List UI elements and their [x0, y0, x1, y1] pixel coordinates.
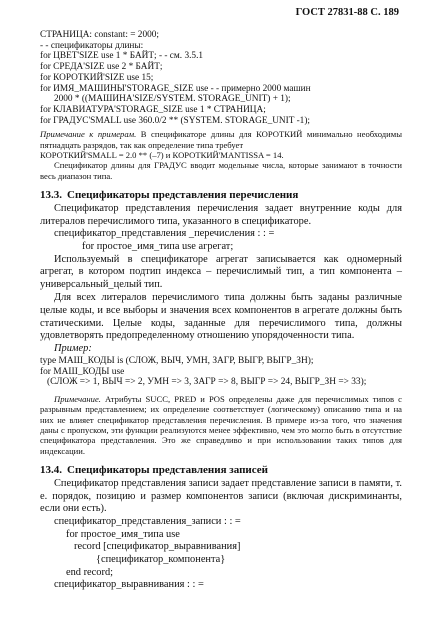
section-number: 13.3. [40, 188, 62, 201]
grammar-line: for простое_имя_типа use [66, 528, 180, 540]
grammar-line: for простое_имя_типа use агрегат; [82, 241, 234, 252]
section-heading-13-4 [40, 464, 402, 476]
code-line: type МАШ_КОДЫ is (СЛОЖ, ВЫЧ, УМН, ЗАГР, ВЫГР, ВЫГР_ЗН); [40, 355, 314, 366]
paragraph: Спецификатор представления записи задает представление записи в памяти, т. е. порядок, позицию и размер компонентов записи (включая дискриминанты, если они есть). [40, 477, 402, 515]
note-degree: Спецификатор длины для ГРАДУС вводит модельные числа, которые занимают в точности весь диапазон типа. [40, 160, 402, 181]
section-number: 13.4. [40, 463, 62, 476]
page-header: ГОСТ 27831-88 С. 189 [295, 7, 399, 18]
code-line: for МАШ_КОДЫ use [40, 366, 125, 377]
note-label: Примечание. [54, 394, 101, 405]
note-label: Примечание к примерам. [40, 129, 137, 140]
note-formula: КОРОТКИЙ'SMALL = 2.0 ** (–7) и КОРОТКИЙ'MANTISSA = 14. [40, 149, 284, 160]
paragraph: Спецификатор представления перечисления задает внутренние коды для литералов перечислимого типа, указанного в спецификаторе. [40, 202, 402, 227]
grammar-record [40, 516, 402, 592]
grammar-line: record [спецификатор_выравнивания] [74, 541, 241, 553]
grammar-line: {спецификатор_компонента} [96, 554, 226, 566]
note-enumeration [40, 394, 402, 456]
grammar-enumeration [40, 228, 402, 253]
section-title: Спецификаторы представления перечисления [67, 188, 299, 201]
grammar-line: end record; [66, 566, 114, 578]
section-13-3-body-cont [40, 254, 402, 344]
code-line: 2000 * ((МАШИНА'SIZE/SYSTEM. STORAGE_UNIT) + 1); [40, 94, 291, 105]
code-line: for КОРОТКИЙ'SIZE use 15; [40, 72, 154, 83]
code-line: for ГРАДУС'SMALL use 360.0/2 ** (SYSTEM. STORAGE_UNIT -1); [40, 115, 311, 126]
code-line: (СЛОЖ => 1, ВЫЧ => 2, УМН => 3, ЗАГР => 8, ВЫГР => 24, ВЫГР_ЗН => 33); [40, 377, 367, 388]
note-text: Атрибуты SUCC, PRED и POS определены даже для перечислимых типов с разрывным представлением; их определение соответствует (логическому) описанию типа и на них не влияет спецификатор представления перечисления. В примере из-за того, что значения даны с пропуском, эти функции реализуются менее эффективно, чем это могло быть в отсутствие спецификатора представления. Это же справедливо и при использовании таких типов для индексации. [40, 394, 402, 456]
section-title: Спецификаторы представления записей [67, 463, 268, 476]
grammar-line: спецификатор_представления_записи : : = [54, 516, 241, 528]
code-line: for СРЕДА'SIZE use 2 * БАЙТ; [40, 62, 163, 73]
section-heading-13-3 [40, 189, 402, 201]
code-line: for КЛАВИАТУРА'STORAGE_SIZE use 1 * СТРАНИЦА; [40, 104, 266, 115]
example-label: Пример: [54, 343, 92, 355]
code-block-length-clauses [40, 30, 402, 126]
grammar-line: спецификатор_выравнивания : : = [54, 579, 204, 591]
code-line: - - спецификаторы длины: [40, 40, 144, 51]
note-examples [40, 129, 402, 150]
code-line: СТРАНИЦА: constant: = 2000; [40, 30, 159, 40]
grammar-line: спецификатор_представления _перечисления : : = [54, 228, 275, 240]
code-block-example [40, 356, 402, 388]
page-content [40, 30, 402, 592]
section-13-4-body [40, 478, 402, 516]
paragraph: Используемый в спецификаторе агрегат записывается как одномерный агрегат, в котором подтип индекса – перечислимый тип, а тип компонента – универсальный_целый тип. [40, 253, 402, 291]
code-line: for ЦВЕТ'SIZE use 1 * БАЙТ; - - см. 3.5.1 [40, 51, 204, 62]
note-text: В спецификаторе длины для КОРОТКИЙ минимально необходимы пятнадцать разрядов, так как определение типа требует [40, 129, 402, 150]
paragraph: Для всех литералов перечислимого типа должны быть заданы различные целые коды, и все выборы и значения всех компонентов в агрегате должны быть статическими. Целые коды, заданные для перечислимого типа, должны удовлетворять предопределенному отношению упорядоченности типа. [40, 291, 402, 342]
code-line: for ИМЯ_МАШИНЫ'STORAGE_SIZE use - - примерно 2000 машин [40, 83, 311, 94]
section-13-3-body [40, 203, 402, 229]
